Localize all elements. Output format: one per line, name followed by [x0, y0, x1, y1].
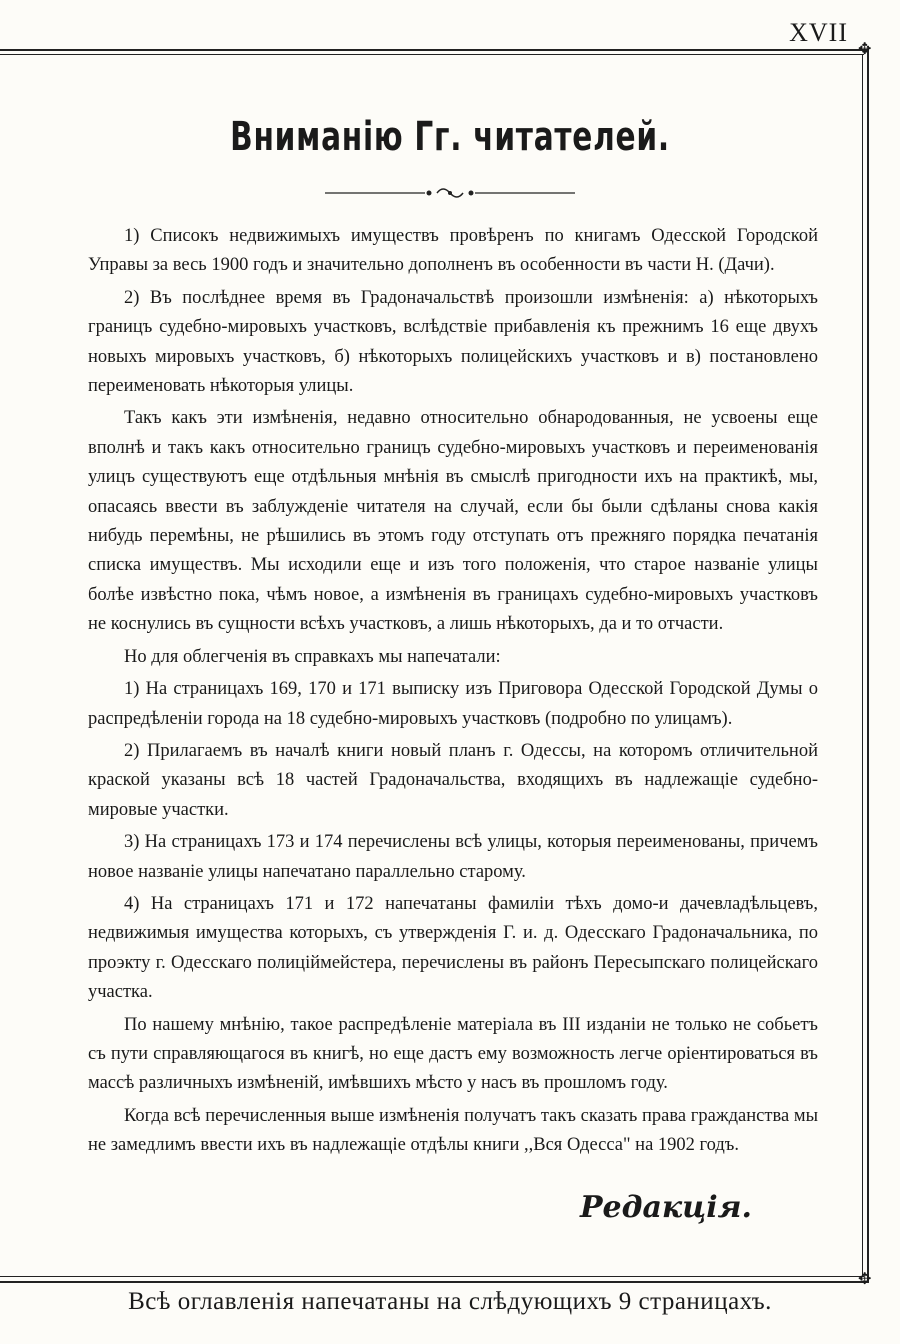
frame-corner-ornament-top: ✥	[858, 41, 872, 58]
footer-note: Всѣ оглавленія напечатаны на слѣдующихъ 9 страницахъ.	[128, 1288, 772, 1315]
paragraph-2: 2) Въ послѣднее время въ Градоначальствѣ произошли измѣненія: а) нѣкоторыхъ границъ судебно-мировыхъ участковъ, вслѣдствіе прибавленія къ прежнимъ 16 еще двухъ новыхъ мировыхъ участковъ, б) нѣкоторыхъ полицейскихъ участковъ и в) постановлено переименовать нѣкоторыя улицы.	[88, 287, 818, 397]
frame-right-line-outer	[867, 49, 869, 1281]
paragraph-3: Такъ какъ эти измѣненія, недавно относительно обнародованныя, не усвоены еще вполнѣ и такъ какъ относительно границъ судебно-мировыхъ участковъ и переименованія улицъ существуютъ еще отдѣльныя мнѣнія въ смыслѣ пригодности ихъ на практикѣ, мы, опасаясь ввести въ заблужденіе читателя на случай, если бы были сдѣланы снова какія нибудь перемѣны, не рѣшились въ этомъ году отступать отъ прежняго порядка печатанія списка имуществъ. Мы исходили еще и изъ того положенія, что старое названіе улицы болѣе извѣстно пока, чѣмъ новое, а измѣненія въ границахъ судебно-мировыхъ участковъ не коснулись въ сущности всѣхъ участковъ, а лишь нѣкоторыхъ, да и то отчасти.	[88, 408, 818, 635]
frame-top-line	[0, 49, 868, 51]
body-text	[88, 222, 818, 1164]
paragraph-9: По нашему мнѣнію, такое распредѣленіе матеріала въ III изданіи не только не собьетъ съ пути справляющагося въ книгѣ, но еще дастъ ему возможность легче оріентироваться въ массѣ различныхъ измѣненій, имѣвшихъ мѣсто у насъ въ прошломъ году.	[88, 1014, 818, 1094]
frame-bottom-line-outer	[0, 1281, 869, 1283]
title-divider-ornament	[325, 183, 575, 203]
paragraph-6: 2) Прилагаемъ въ началѣ книги новый планъ г. Одессы, на которомъ отличительной краской указаны всѣ 18 частей Градоначальства, входящихъ въ надлежащіе судебно-мировые участки.	[88, 740, 818, 820]
editor-signature: Редакція.	[579, 1190, 752, 1225]
page-title: Вниманію Гг. читателей.	[230, 114, 670, 160]
paragraph-8: 4) На страницахъ 171 и 172 напечатаны фамиліи тѣхъ домо-и дачевладѣльцевъ, недвижимыя имущества которыхъ, съ утвержденія Г. и. д. Одесскаго Градоначальника, по проэкту г. Одесскаго полицiймейстера, перечислены въ районъ Пересыпскаго полицейскаго участка.	[88, 893, 818, 1003]
paragraph-4: Но для облегченія въ справкахъ мы напечатали:	[124, 646, 501, 667]
paragraph-10: Когда всѣ перечисленныя выше измѣненія получатъ такъ сказать права гражданства мы не замедлимъ ввести ихъ въ надлежащіе отдѣлы книги ,,Вся Одесса" на 1902 годъ.	[88, 1105, 818, 1156]
paragraph-1: 1) Списокъ недвижимыхъ имуществъ провѣренъ по книгамъ Одесской Городской Управы за весь 1900 годъ и значительно дополненъ въ особенности въ части Н. (Дачи).	[88, 226, 818, 276]
paragraph-5: 1) На страницахъ 169, 170 и 171 выписку изъ Приговора Одесской Городской Думы о распредѣленіи города на 18 судебно-мировыхъ участковъ (подробно по улицамъ).	[88, 679, 818, 729]
frame-right-line	[862, 54, 863, 1276]
paragraph-7: 3) На страницахъ 173 и 174 перечислены всѣ улицы, которыя переименованы, причемъ новое названіе улицы напечатано параллельно старому.	[88, 832, 818, 882]
frame-top-line-inner	[0, 54, 864, 55]
frame-corner-ornament-bottom: ✥	[858, 1271, 872, 1288]
frame-bottom-line	[0, 1276, 864, 1277]
page-number: XVII	[789, 18, 848, 47]
